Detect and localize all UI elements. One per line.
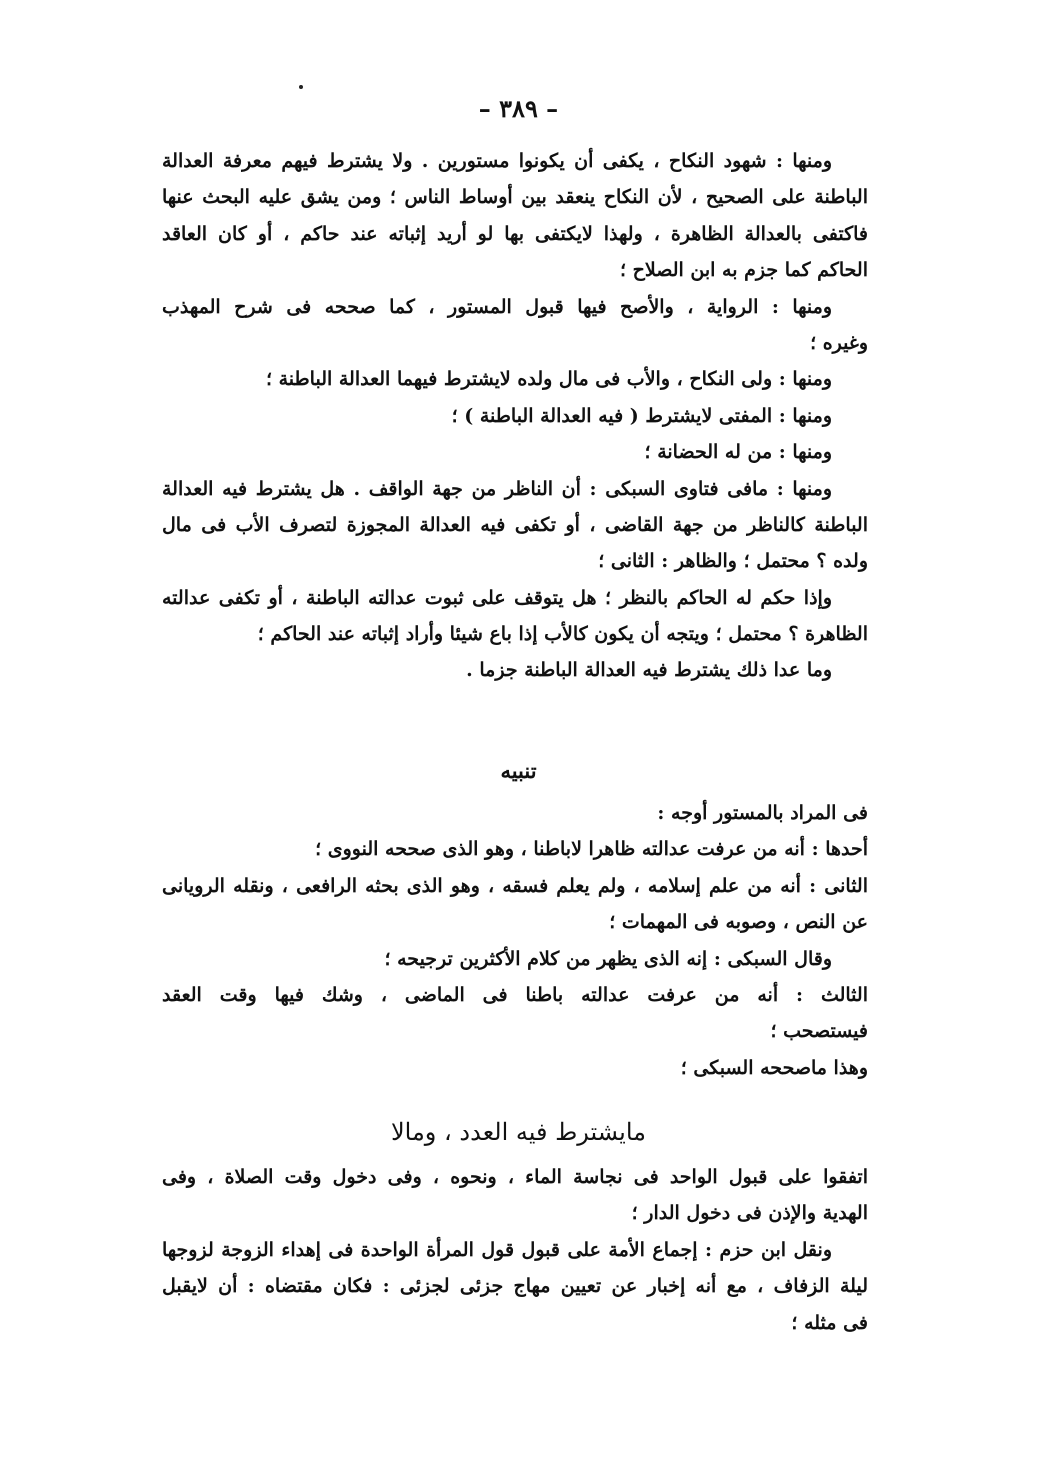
text-line: ومنها : الرواية ، والأصح فيها قبول المستور ، كما صححه فى شرح المهذب	[162, 295, 832, 318]
text-line: الهدية والإذن فى دخول الدار ؛	[631, 1202, 868, 1225]
text-line: وما عدا ذلك يشترط فيه العدالة الباطنة جزما .	[466, 659, 832, 682]
text-line: الباطنة كالناظر من جهة القاضى ، أو تكفى فيه العدالة المجوزة لتصرف الأب فى مال	[162, 513, 868, 536]
text-line: فاكتفى بالعدالة الظاهرة ، ولهذا لايكتفى بها لو أريد إثباته عند حاكم ، أو كان العاقد	[162, 222, 868, 245]
text-block-middle	[162, 795, 868, 1086]
text-line: اتفقوا على قبول الواحد فى نجاسة الماء ، ونحوه ، وفى دخول وقت الصلاة ، وفى	[162, 1166, 868, 1188]
text-block-top	[162, 143, 868, 689]
text-line: الظاهرة ؟ محتمل ؛ ويتجه أن يكون كالأب إذا باع شيئا وأراد إثباته عند الحاكم ؛	[257, 623, 868, 646]
text-line: الثانى : أنه من علم إسلامه ، ولم يعلم فسقه ، وهو الذى بحثه الرافعى ، ونقله الرويانى	[162, 874, 868, 897]
text-line: فيستصحب ؛	[770, 1020, 868, 1043]
text-block-bottom	[162, 1159, 868, 1341]
text-line: الثالث : أنه من عرفت عدالته باطنا فى الماضى ، وشك فيها وقت العقد	[162, 983, 868, 1006]
text-line: وقال السبكى : إنه الذى يظهر من كلام الأكثرين ترجيحه ؛	[384, 947, 832, 970]
text-line: ومنها : مافى فتاوى السبكى : أن الناظر من جهة الواقف . هل يشترط فيه العدالة	[162, 477, 832, 500]
text-line: الحاكم كما جزم به ابن الصلاح ؛	[619, 259, 868, 282]
text-line: وغيره ؛	[810, 331, 868, 354]
heading-tanbih: تنبيه	[500, 758, 537, 783]
ink-speck	[299, 85, 303, 89]
page-number: – ٣٨٩ –	[478, 94, 559, 123]
text-line: عن النص ، وصوبه فى المهمات ؛	[609, 911, 868, 934]
text-line: ومنها : ولى النكاح ، والأب فى مال ولده لايشترط فيهما العدالة الباطنة ؛	[265, 368, 832, 391]
text-line: ومنها : المفتى لايشترط ( فيه العدالة الباطنة ) ؛	[451, 404, 832, 427]
text-line: فى المراد بالمستور أوجه :	[657, 802, 868, 824]
text-line: ولده ؟ محتمل ؛ والظاهر : الثانى ؛	[598, 550, 868, 573]
text-line: ونقل ابن حزم : إجماع الأمة على قبول قول المرأة الواحدة فى إهداء الزوجة لزوجها	[162, 1238, 832, 1261]
section-heading: مايشترط فيه العدد ، ومالا	[390, 1118, 647, 1146]
text-line: وإذا حكم له الحاكم بالنظر ؛ هل يتوقف على ثبوت عدالته الباطنة ، أو تكفى عدالته	[162, 586, 832, 609]
text-line: ومنها : من له الحضانة ؛	[644, 441, 832, 464]
text-line: ليلة الزفاف ، مع أنه إخبار عن تعيين مهاج جزئى لجزئى : فكان مقتضاه : أن لايقبل	[162, 1275, 868, 1298]
text-line: فى مثله ؛	[791, 1311, 868, 1334]
text-line: ومنها : شهود النكاح ، يكفى أن يكونوا مستورين . ولا يشترط فيهم معرفة العدالة	[162, 150, 832, 172]
text-line: الباطنة على الصحيح ، لأن النكاح ينعقد بين أوساط الناس ؛ ومن يشق عليه البحث عنها	[162, 186, 868, 209]
text-line: أحدها : أنه من عرفت عدالته ظاهرا لاباطنا ، وهو الذى صححه النووى ؛	[315, 838, 868, 861]
text-line: وهذا ماصححه السبكى ؛	[680, 1056, 868, 1079]
